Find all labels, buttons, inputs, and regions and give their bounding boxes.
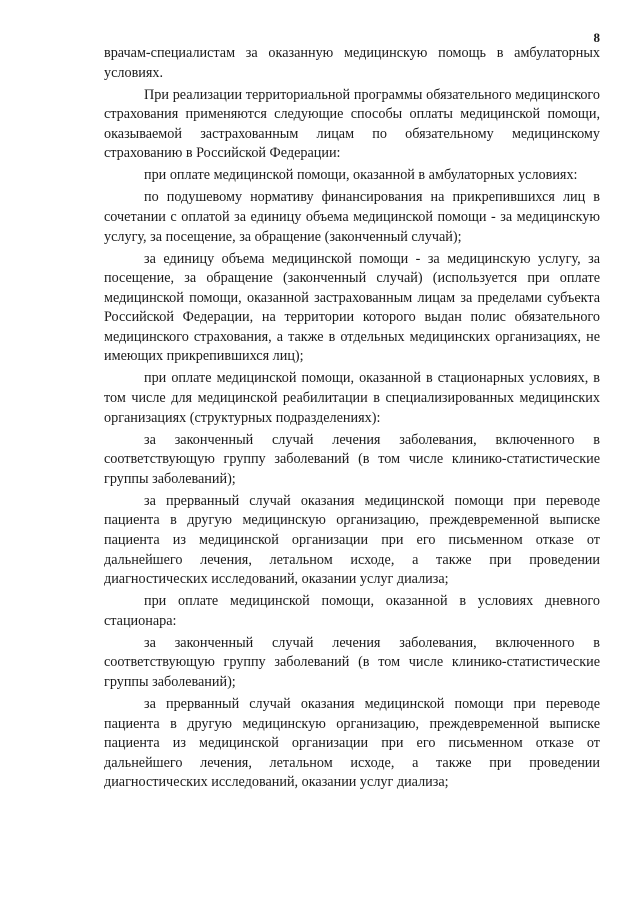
paragraph-inpatient-completed-case: за законченный случай лечения заболевания, включенного в соответствующую группу заболеваний (в том числе клинико-статистические группы заболеваний);	[104, 431, 600, 487]
paragraph-ambulatory-heading: при оплате медицинской помощи, оказанной в амбулаторных условиях:	[144, 167, 578, 184]
paragraph-inpatient-interrupted-case: за прерванный случай оказания медицинской помощи при переводе пациента в другую медицинскую организацию, преждевременной выписке пациента из медицинской организации при его письменном отказе от дальнейшего лечения, летальном исходе, а также при проведении диагностических исследований, оказании услуг диализа;	[104, 492, 600, 588]
paragraph-payment-methods-intro: При реализации территориальной программы обязательного медицинского страхования применяются следующие способы оплаты медицинской помощи, оказываемой застрахованным лицам по обязательному медицинскому страхованию в Российской Федерации:	[104, 86, 600, 162]
paragraph-continuation: врачам-специалистам за оказанную медицинскую помощь в амбулаторных условиях.	[104, 45, 600, 81]
paragraph-inpatient-heading: при оплате медицинской помощи, оказанной в стационарных условиях, в том числе для медицинской реабилитации в специализированных медицинских организациях (структурных подразделениях):	[104, 370, 600, 426]
document-body	[104, 44, 600, 795]
page-number: 8	[593, 30, 600, 45]
paragraph-per-capita: по подушевому нормативу финансирования на прикрепившихся лиц в сочетании с оплатой за единицу объема медицинской помощи - за медицинскую услугу, за посещение, за обращение (законченный случай);	[104, 189, 600, 245]
paragraph-day-hospital-interrupted-case: за прерванный случай оказания медицинской помощи при переводе пациента в другую медицинскую организацию, преждевременной выписке пациента из медицинской организации при его письменном отказе от дальнейшего лечения, летальном исходе, а также при проведении диагностических исследований, оказании услуг диализа;	[104, 695, 600, 791]
paragraph-per-unit: за единицу объема медицинской помощи - за медицинскую услугу, за посещение, за обращение (законченный случай) (используется при оплате медицинской помощи, оказанной застрахованным лицам за пределами субъекта Российской Федерации, на территории которого выдан полис обязательного медицинского страхования, а также в отдельных медицинских организациях, не имеющих прикрепившихся лиц);	[104, 250, 600, 365]
paragraph-day-hospital-heading: при оплате медицинской помощи, оказанной в условиях дневного стационара:	[104, 593, 600, 629]
paragraph-day-hospital-completed-case: за законченный случай лечения заболевания, включенного в соответствующую группу заболеваний (в том числе клинико-статистические группы заболеваний);	[104, 634, 600, 690]
